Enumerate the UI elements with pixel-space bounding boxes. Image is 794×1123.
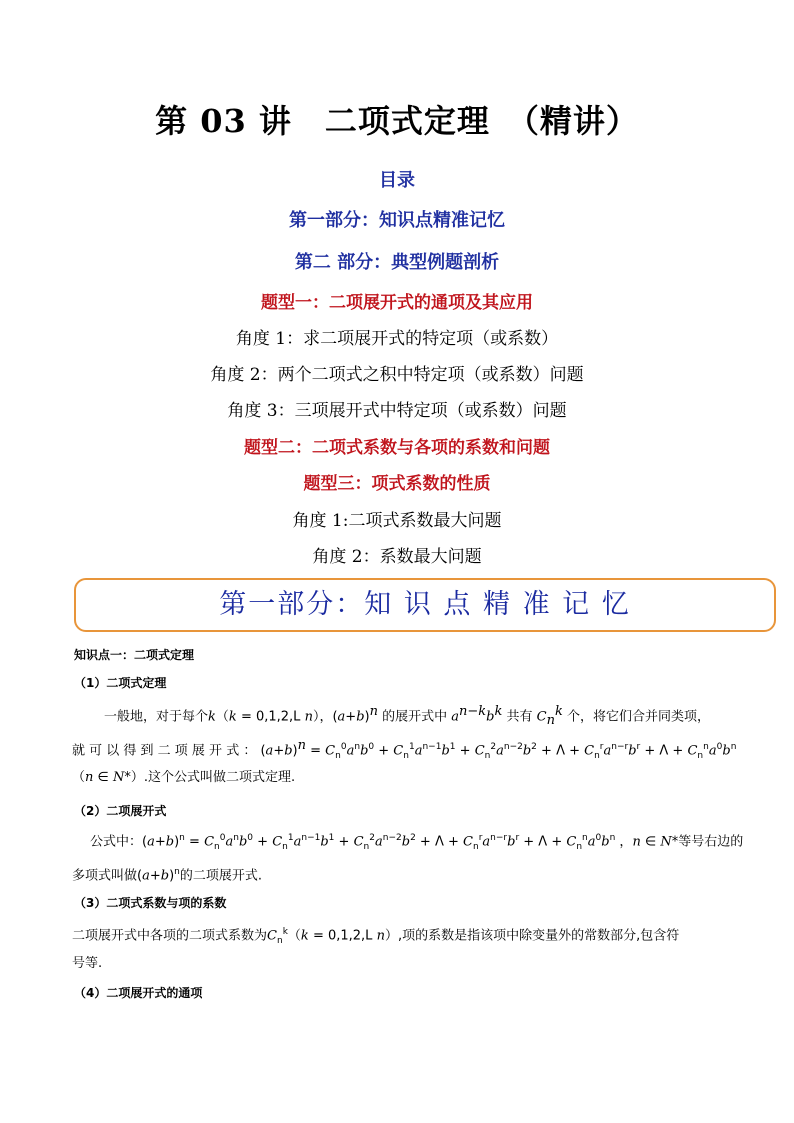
toc-angle4[interactable]: 角度 1:二项式系数最大问题 — [292, 511, 502, 531]
subsection-1: （1）二项式定理 — [74, 676, 167, 690]
p1-text-d: .这个公式叫做二项式定理. — [143, 770, 296, 785]
toc-angle1[interactable]: 角度 1：求二项展开式的特定项（或系数） — [235, 329, 559, 349]
toc-angle2[interactable]: 角度 2：两个二项式之积中特定项（或系数）问题 — [210, 365, 584, 385]
toc-type1[interactable]: 题型一：二项展开式的通项及其应用 — [261, 293, 533, 313]
p2-text-c: 多项式叫做 — [72, 868, 138, 884]
p1-text-b: ，将它们合并同类项， — [580, 709, 711, 725]
paragraph-3-line-1: 二项展开式中各项的二项式系数为$C_n^k(k = 0,1,2,L$ n）,项的系数是指该项中除变量外的常数部分,包含符 — [72, 927, 680, 946]
toc-part1[interactable]: 第一部分：知识点精准记忆 — [289, 210, 505, 231]
page-title: 第 03 讲 二项式定理 （精讲） — [155, 102, 639, 140]
toc-heading: 目录 — [379, 170, 415, 191]
toc-angle5[interactable]: 角度 2：系数最大问题 — [312, 547, 482, 567]
p2-text-d: 的二项展开式. — [179, 868, 263, 884]
subsection-2: （2）二项展开式 — [74, 804, 167, 818]
paragraph-3-line-2: 号等. — [72, 956, 103, 971]
p3-text-a: 二项展开式中各项的二项式系数为 — [72, 928, 268, 944]
paragraph-1-line-2: 就 可 以 得 到 二 项 展 开 式 ： $(a+b)^n = C_n^0a^nb^0 + C_n^1a^{n-1}b^1 + C_n^2a^{n-2}b^2 + \Lambda + C_n^ra^{n-r}b^r + \Lambda + C_n^na^0b^n$ — [72, 738, 737, 761]
paragraph-1-line-1: 一般地，对于每个k（k = 0,1,2,L n），$(a+b)^n$ 的展开式中 $a^{n-k}b^k$ 共有 $C_n^k$ 个，将它们合并同类项， — [104, 704, 711, 728]
p2-text-b: 等号右边的 — [678, 834, 744, 850]
subsection-3: （3）二项式系数与项的系数 — [74, 896, 227, 910]
toc-type2[interactable]: 题型二：二项式系数与各项的系数和问题 — [244, 438, 550, 458]
toc-angle3[interactable]: 角度 3：三项展开式中特定项（或系数）问题 — [227, 401, 567, 421]
subsection-4: （4）二项展开式的通项 — [74, 986, 203, 1000]
knowledge-point-1: 知识点一：二项式定理 — [74, 648, 195, 662]
toc-type3[interactable]: 题型三：项式系数的性质 — [303, 474, 491, 494]
p1-text-c: 就 可 以 得 到 二 项 展 开 式 ： — [72, 743, 257, 759]
p2-text-a: 公式中： — [90, 834, 143, 850]
paragraph-1-line-3: （n ∈ N*）.这个公式叫做二项式定理. — [72, 770, 296, 785]
paragraph-2-line-2: 多项式叫做$(a+b)^n$的二项展开式. — [72, 867, 263, 884]
p1-text-a: 一般地，对于每个 — [104, 709, 209, 725]
section-banner: 第一部分：知 识 点 精 准 记 忆 — [74, 578, 776, 632]
p3-text-b: ,项的系数是指该项中除变量外的常数部分,包含符 — [397, 928, 680, 944]
paragraph-2-line-1: 公式中：$(a+b)^n = C_n^0a^nb^0 + C_n^1a^{n-1}b^1 + C_n^2a^{n-2}b^2 + \Lambda + C_n^ra^{n-r}b^r + \Lambda + C_n^na^0b^n$ ，n ∈ N*等号右边的 — [90, 833, 744, 852]
toc-part2[interactable]: 第二 部分：典型例题剖析 — [294, 252, 500, 273]
